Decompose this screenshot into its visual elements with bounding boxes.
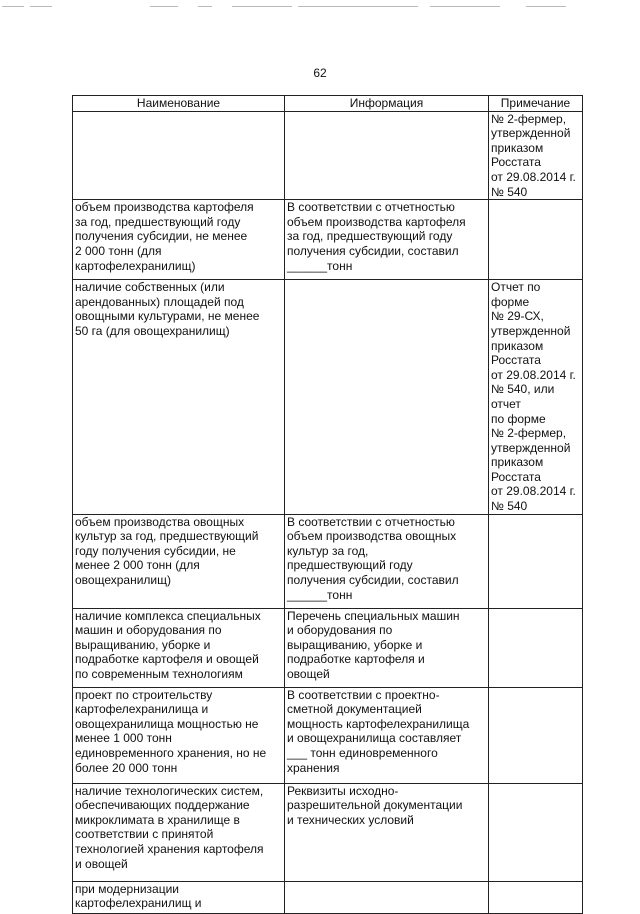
row-name-cell: проект по строительству картофелехранилища и овощехранилища мощностью не менее 1 000 тонн единовременного хранения, но не более 20 000 тонн	[73, 687, 285, 783]
row-note-cell	[489, 881, 583, 913]
row-info-cell	[285, 881, 489, 913]
header-note: Примечание	[489, 96, 583, 112]
row-info-cell: В соответствии с отчетностью объем производства картофеля за год, предшествующий году получения субсидии, составил ______тонн	[285, 200, 489, 280]
row-note-cell	[489, 200, 583, 280]
row-note-cell	[489, 783, 583, 881]
row-name-cell: наличие технологических систем, обеспечивающих поддержание микроклимата в хранилище в соответствии с принятой технологией хранения картофеля и овощей	[73, 783, 285, 881]
table-row	[73, 280, 583, 515]
row-info-cell: Реквизиты исходно- разрешительной документации и технических условий	[285, 783, 489, 881]
table-row	[73, 881, 583, 913]
table-row	[73, 200, 583, 280]
table-row	[73, 111, 583, 200]
requirements-table	[72, 95, 583, 914]
row-info-cell	[285, 111, 489, 200]
row-info-cell: В соответствии с проектно- сметной документацией мощность картофелехранилища и овощехранилища составляет ___ тонн единовременного хранения	[285, 687, 489, 783]
scan-top-artifacts	[0, 4, 640, 10]
page-number: 62	[313, 66, 327, 80]
header-info: Информация	[285, 96, 489, 112]
header-name: Наименование	[73, 96, 285, 112]
row-name-cell: наличие собственных (или арендованных) площадей под овощными культурами, не менее 50 га (для овощехранилищ)	[73, 280, 285, 515]
table-header-row	[73, 96, 583, 112]
row-note-cell	[489, 687, 583, 783]
row-name-cell	[73, 111, 285, 200]
row-name-cell: наличие комплекса специальных машин и оборудования по выращиванию, уборке и подработке картофеля и овощей по современным технологиям	[73, 608, 285, 687]
row-info-cell: В соответствии с отчетностью объем производства овощных культур за год, предшествующий году получения субсидии, составил ______тонн	[285, 514, 489, 608]
table-row	[73, 783, 583, 881]
row-note-cell: Отчет по форме № 29-СХ, утвержденной приказом Росстата от 29.08.2014 г. № 540, или отчет по форме № 2-фермер, утвержденной приказом Росстата от 29.08.2014 г. № 540	[489, 280, 583, 515]
row-note-cell	[489, 608, 583, 687]
row-info-cell	[285, 280, 489, 515]
row-name-cell: при модернизации картофелехранилищ и	[73, 881, 285, 913]
row-info-cell: Перечень специальных машин и оборудования по выращиванию, уборке и подработке картофеля и овощей	[285, 608, 489, 687]
row-note-cell	[489, 514, 583, 608]
row-note-cell: № 2-фермер, утвержденной приказом Росстата от 29.08.2014 г. № 540	[489, 111, 583, 200]
table-row	[73, 514, 583, 608]
row-name-cell: объем производства овощных культур за год, предшествующий году получения субсидии, не менее 2 000 тонн (для овощехранилищ)	[73, 514, 285, 608]
row-name-cell: объем производства картофеля за год, предшествующий году получения субсидии, не менее 2 000 тонн (для картофелехранилищ)	[73, 200, 285, 280]
table-row	[73, 687, 583, 783]
table-row	[73, 608, 583, 687]
